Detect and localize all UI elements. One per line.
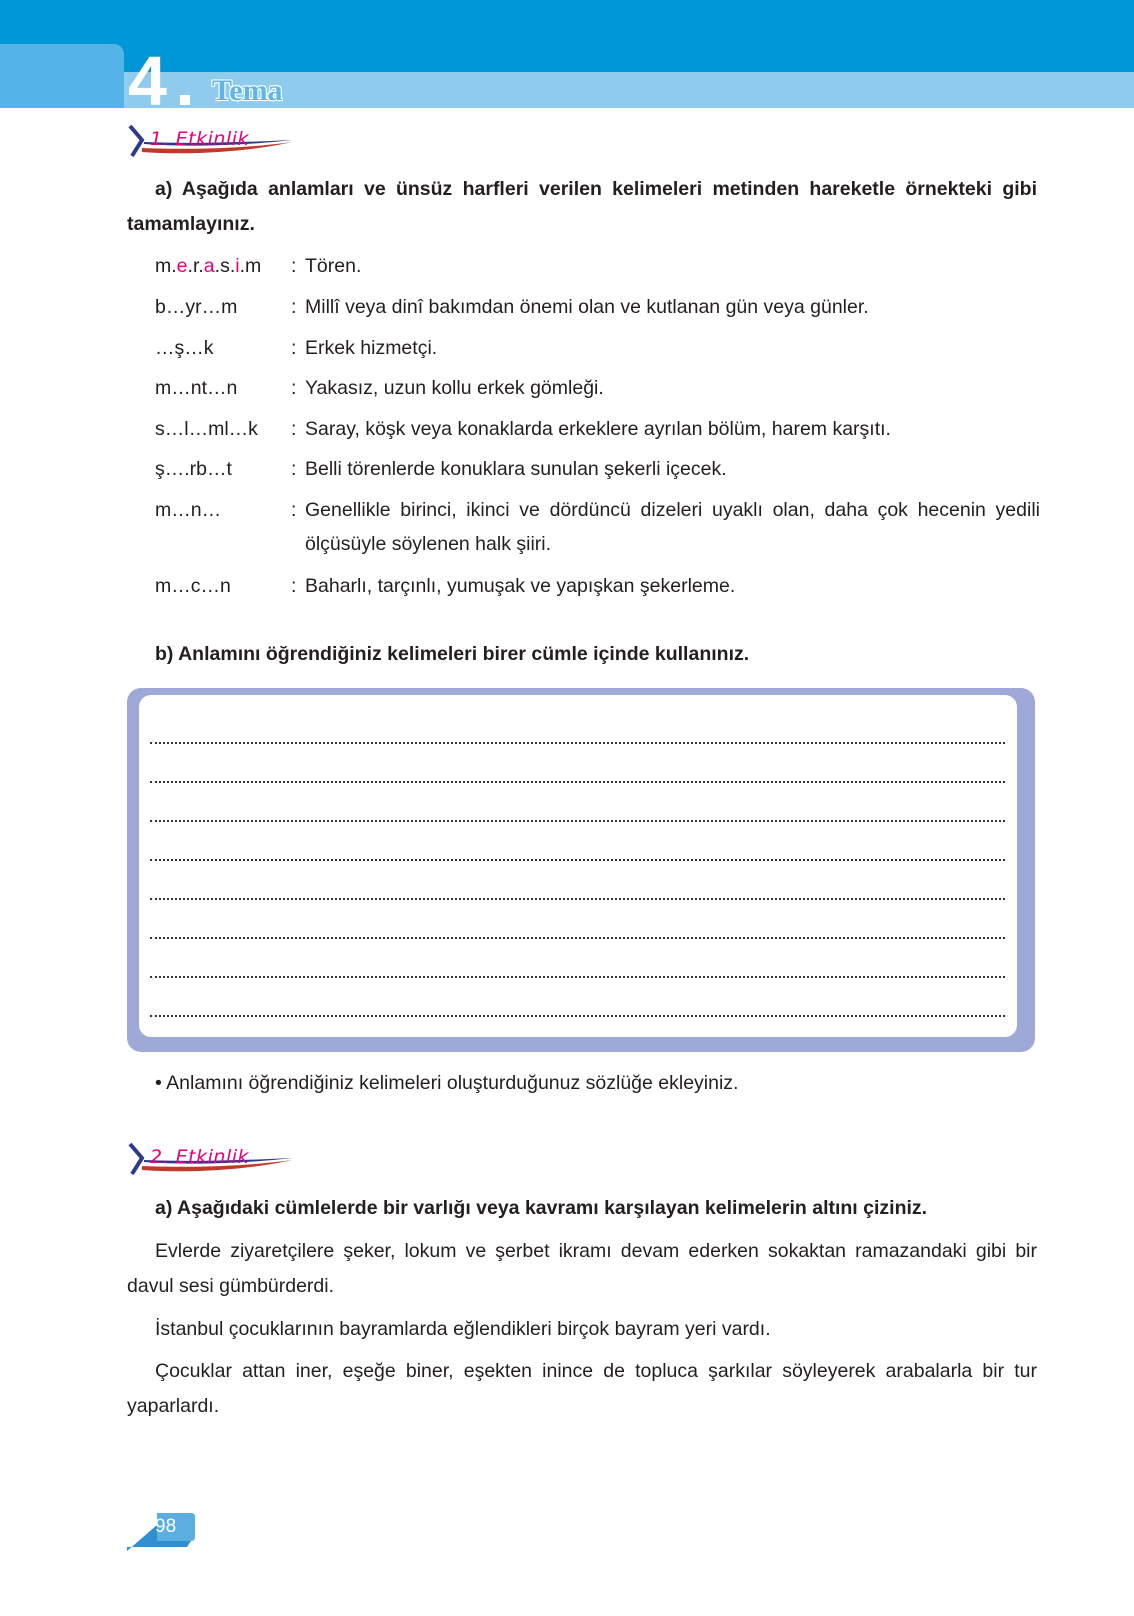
theme-dot <box>180 95 190 105</box>
theme-title: Tema <box>212 74 283 107</box>
word-blank: m…nt…n <box>155 377 238 399</box>
paragraph: Çocuklar attan iner, eşeğe biner, eşekten inince de topluca şarkılar söyleyerek arabalarla bir tur yaparlardı. <box>127 1360 1037 1417</box>
theme-number: 4 <box>128 42 167 120</box>
word-blank: ş….rb…t <box>155 458 232 480</box>
colon: : <box>291 255 297 277</box>
word-definition: Belli törenlerde konuklara sunulan şekerli içecek. <box>305 458 727 480</box>
answer-line[interactable] <box>150 859 1005 861</box>
activity-1-title: 1. Etkinlik <box>150 128 250 150</box>
answer-line[interactable] <box>150 976 1005 978</box>
activity-2-title: 2. Etkinlik <box>150 1146 250 1168</box>
answer-line[interactable] <box>150 742 1005 744</box>
word-blank: b…yr…m <box>155 296 238 318</box>
paragraph: İstanbul çocuklarının bayramlarda eğlendikleri birçok bayram yeri vardı. <box>155 1318 771 1340</box>
word-definition: Genellikle birinci, ikinci ve dördüncü dizeleri uyaklı olan, daha çok hecenin yedili ölçüsüyle söylenen halk şiiri. <box>305 499 1040 555</box>
example-word: m.e.r.a.s.i.m <box>155 255 262 277</box>
example-definition: Tören. <box>305 255 362 277</box>
answer-box-inner <box>139 695 1017 1037</box>
answer-line[interactable] <box>150 781 1005 783</box>
colon: : <box>291 499 297 521</box>
answer-line[interactable] <box>150 937 1005 939</box>
answer-line[interactable] <box>150 820 1005 822</box>
word-definition: Erkek hizmetçi. <box>305 337 438 359</box>
colon: : <box>291 458 297 480</box>
page-number-badge <box>127 1511 195 1551</box>
answer-line[interactable] <box>150 1015 1005 1017</box>
header-band <box>0 72 1134 108</box>
paragraph: Evlerde ziyaretçilere şeker, lokum ve şerbet ikramı devam ederken sokaktan ramazandaki gibi bir davul sesi gümbürderdi. <box>127 1240 1037 1297</box>
activity-1-label <box>128 122 308 162</box>
header-bar <box>0 0 1134 72</box>
word-definition: Yakasız, uzun kollu erkek gömleği. <box>305 377 604 399</box>
page-number: 98 <box>155 1516 177 1537</box>
activity-2-label <box>128 1140 308 1180</box>
header-tab <box>0 44 124 108</box>
activity-1-question-a: a) Aşağıda anlamları ve ünsüz harfleri verilen kelimeleri metinden hareketle örnekteki gibi tamamlayınız. <box>127 178 1037 235</box>
word-blank: s…l…ml…k <box>155 418 258 440</box>
activity-1-question-b: b) Anlamını öğrendiğiniz kelimeleri birer cümle içinde kullanınız. <box>155 643 750 665</box>
colon: : <box>291 377 297 399</box>
dictionary-note: • Anlamını öğrendiğiniz kelimeleri oluşturduğunuz sözlüğe ekleyiniz. <box>155 1072 739 1094</box>
colon: : <box>291 296 297 318</box>
word-definition: Saray, köşk veya konaklarda erkeklere ayrılan bölüm, harem karşıtı. <box>305 418 891 440</box>
activity-2-question-a: a) Aşağıdaki cümlelerde bir varlığı veya kavramı karşılayan kelimelerin altını çiziniz. <box>155 1197 928 1219</box>
word-blank: …ş…k <box>155 337 214 359</box>
answer-line[interactable] <box>150 898 1005 900</box>
word-blank: m…n… <box>155 499 222 521</box>
colon: : <box>291 575 297 597</box>
word-blank: m…c…n <box>155 575 231 597</box>
word-definition: Baharlı, tarçınlı, yumuşak ve yapışkan şekerleme. <box>305 575 736 597</box>
colon: : <box>291 418 297 440</box>
colon: : <box>291 337 297 359</box>
word-definition: Millî veya dinî bakımdan önemi olan ve kutlanan gün veya günler. <box>305 296 869 318</box>
